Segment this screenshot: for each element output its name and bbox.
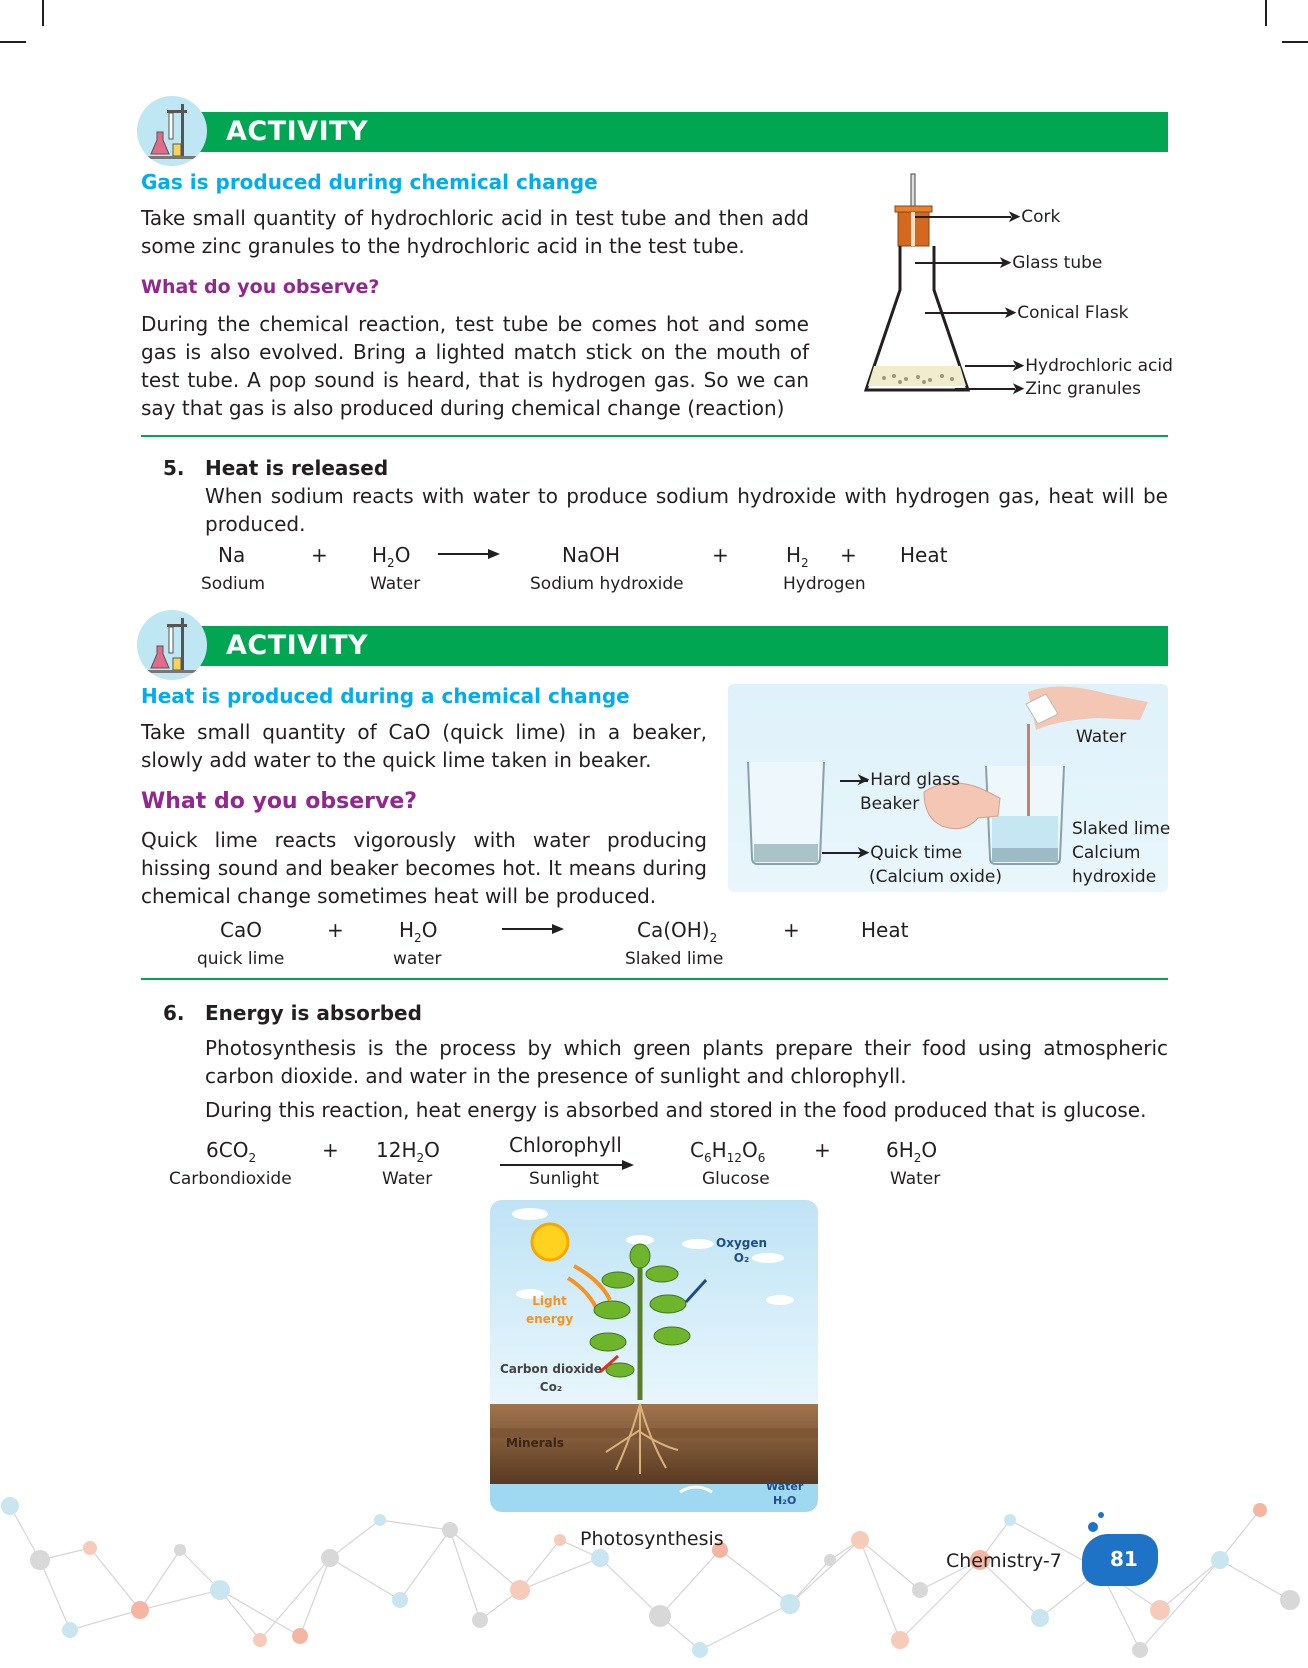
label-quick-lime: ➤Quick time	[856, 843, 963, 863]
activity-subtitle: Heat is produced during a chemical change	[141, 684, 630, 708]
eq-name: Slaked lime	[625, 949, 724, 969]
section-heading: Heat is released	[205, 456, 389, 480]
label-hydrochloric-acid: ➤Hydrochloric acid	[1011, 356, 1173, 376]
activity-title: ACTIVITY	[226, 630, 369, 661]
crop-mark	[1282, 41, 1308, 43]
eq-name: Carbondioxide	[169, 1169, 292, 1189]
eq-water: $12H_2O$	[376, 1138, 440, 1165]
eq-carbon-dioxide: $6CO_2$	[206, 1138, 257, 1165]
eq-name: quick lime	[197, 949, 285, 969]
section-text: During this reaction, heat energy is absorbed and stored in the food produced that is glucose.	[205, 1098, 1147, 1122]
crop-mark	[42, 0, 44, 26]
label-water: Water	[1076, 727, 1127, 747]
eq-plus: +	[327, 918, 344, 942]
eq-sodium: Na	[218, 543, 246, 567]
bubble-decoration	[1088, 1522, 1098, 1532]
cork-pointer	[915, 216, 1011, 218]
eq-slaked-lime: $Ca(OH)_2$	[637, 918, 718, 945]
eq-water-product: $6H_2O$	[886, 1138, 938, 1165]
label-beaker: Beaker	[860, 794, 920, 814]
eq-hydrogen: $H_2$	[786, 543, 809, 570]
conical-flask-figure	[860, 172, 1005, 402]
activity-subtitle: Gas is produced during chemical change	[141, 170, 598, 194]
activity-instruction: Take small quantity of CaO (quick lime) in a beaker, slowly add water to the quick lime taken in beaker.	[141, 720, 707, 772]
section-number: 6.	[163, 1001, 185, 1025]
label-hard-glass: ➤Hard glass	[856, 770, 960, 790]
bubble-decoration	[1098, 1512, 1104, 1518]
observe-question: What do you observe?	[141, 789, 417, 814]
activity-observation: During the chemical reaction, test tube be comes hot and some gas is also evolved. Bring a lighted match stick on the mouth of test tube. A pop sound is heard, that is hydrogen gas. So we can say that gas is also produced during chemical change (reaction)	[141, 312, 809, 420]
page-number: 81	[1110, 1547, 1138, 1571]
eq-name: Water	[382, 1169, 433, 1189]
lab-equipment-icon	[137, 610, 207, 680]
reaction-arrow	[438, 545, 502, 564]
activity-title: ACTIVITY	[226, 116, 369, 147]
label-oxygen: Oxygen O₂	[716, 1236, 768, 1265]
eq-chlorophyll: Chlorophyll	[509, 1133, 622, 1157]
label-carbon-dioxide: Carbon dioxide Co₂	[500, 1362, 602, 1394]
observe-question: What do you observe?	[141, 276, 380, 298]
activity-observation: Quick lime reacts vigorously with water producing hissing sound and beaker becomes hot. It means during chemical change sometimes heat will be produced.	[141, 828, 707, 908]
eq-glucose: $C_6H_{12}O_6$	[690, 1138, 766, 1165]
section-heading: Energy is absorbed	[205, 1001, 422, 1025]
reaction-arrow	[502, 920, 566, 939]
crop-mark	[0, 41, 26, 43]
eq-sodium-hydroxide: NaOH	[562, 543, 620, 567]
eq-water: $H_2O$	[372, 543, 411, 570]
eq-heat: Heat	[861, 918, 909, 942]
eq-quick-lime: CaO	[220, 918, 262, 942]
eq-name: Glucose	[702, 1169, 770, 1189]
label-minerals: Minerals	[506, 1436, 565, 1450]
glass-tube-pointer	[915, 262, 1005, 264]
acid-pointer	[965, 365, 1015, 367]
lab-equipment-icon	[137, 96, 207, 166]
eq-plus: +	[311, 543, 328, 567]
eq-name: Sodium hydroxide	[530, 574, 684, 594]
label-slaked-lime: Slaked lime	[1072, 819, 1171, 839]
section-text: Photosynthesis is the process by which green plants prepare their food using atmospheric carbon dioxide. and water in the presence of sunlight and chlorophyll.	[205, 1036, 1168, 1088]
figure-caption: Photosynthesis	[580, 1528, 724, 1550]
label-calcium: Calcium	[1072, 843, 1141, 863]
label-zinc-granules: ➤Zinc granules	[1011, 379, 1141, 399]
eq-name: Sodium	[201, 574, 266, 594]
section-divider	[141, 435, 1168, 437]
eq-name: Water	[890, 1169, 941, 1189]
activity-instruction: Take small quantity of hydrochloric acid in test tube and then add some zinc granules to the hydrochloric acid in the test tube.	[141, 206, 809, 258]
section-text: When sodium reacts with water to produce sodium hydroxide with hydrogen gas, heat will be produced.	[205, 484, 1168, 536]
book-title: Chemistry-7	[946, 1550, 1062, 1572]
eq-name: Water	[370, 574, 421, 594]
crop-mark	[1265, 0, 1267, 26]
zinc-pointer	[955, 388, 1015, 390]
flask-pointer	[925, 312, 1009, 314]
label-light-energy: Light energy	[526, 1294, 574, 1326]
label-water: Water H₂O	[766, 1480, 804, 1507]
section-number: 5.	[163, 456, 185, 480]
eq-sunlight: Sunlight	[529, 1169, 600, 1189]
label-glass-tube: ➤Glass tube	[998, 253, 1103, 273]
label-conical-flask: ➤Conical Flask	[1003, 303, 1129, 323]
eq-water: $H_2O$	[399, 918, 438, 945]
eq-name: water	[393, 949, 442, 969]
label-calcium-oxide: (Calcium oxide)	[869, 867, 1002, 887]
eq-heat: Heat	[900, 543, 948, 567]
label-cork: ➤Cork	[1007, 207, 1061, 227]
label-hydroxide: hydroxide	[1072, 867, 1157, 887]
eq-plus: +	[840, 543, 857, 567]
section-divider	[141, 978, 1168, 980]
eq-plus: +	[712, 543, 729, 567]
eq-plus: +	[814, 1138, 831, 1162]
eq-plus: +	[783, 918, 800, 942]
eq-name: Hydrogen	[783, 574, 866, 594]
eq-plus: +	[322, 1138, 339, 1162]
